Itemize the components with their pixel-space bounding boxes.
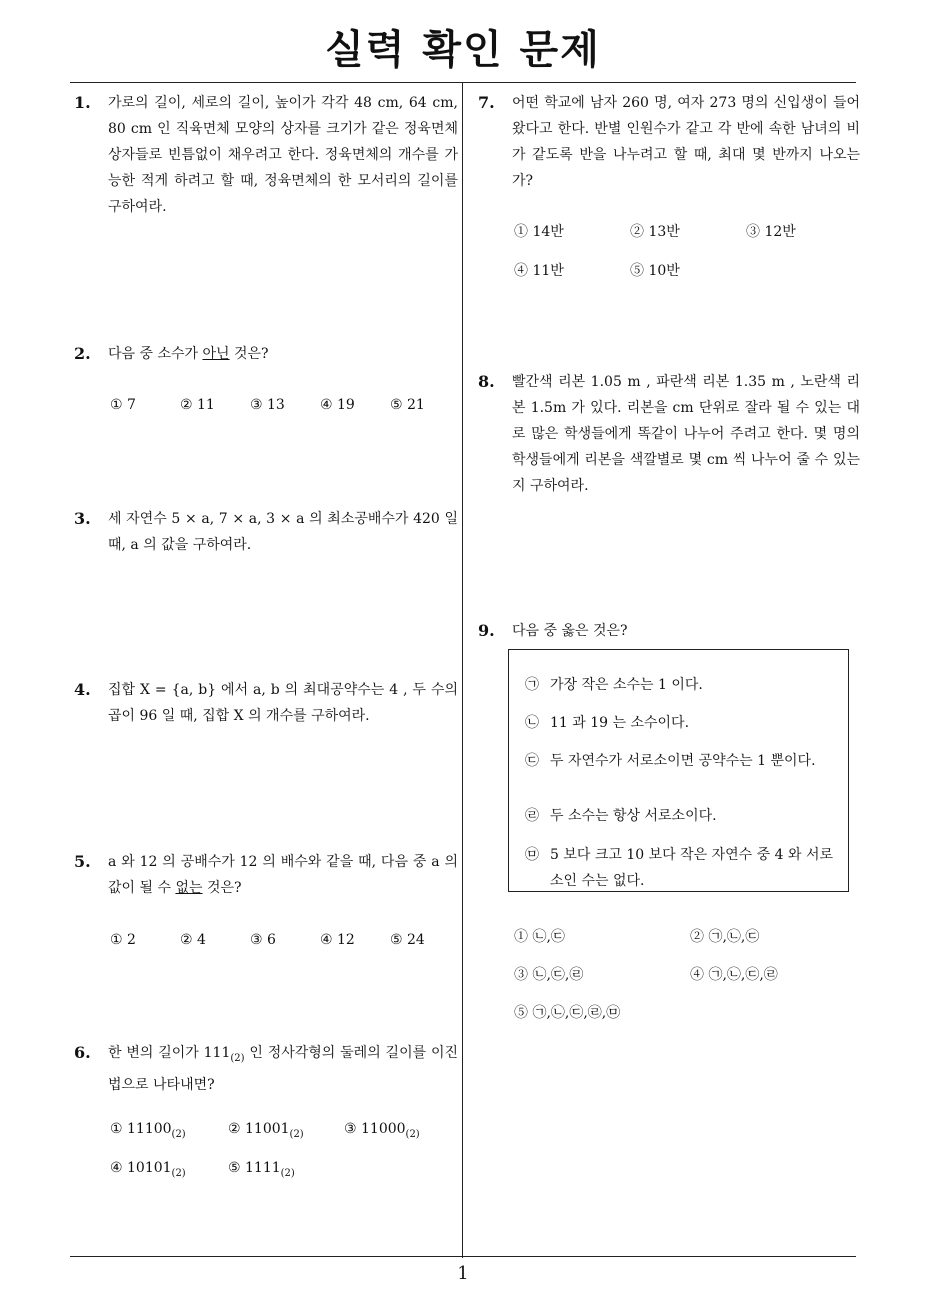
choice[interactable]: ③ 12반 [746, 224, 796, 240]
bottom-rule [70, 1256, 856, 1257]
question-3 [74, 506, 458, 558]
choice[interactable]: ① $11100_{(2)}$ [110, 1121, 186, 1140]
choice[interactable]: ④ ㉠,㉡,㉢,㉣ [690, 967, 778, 983]
question-number: 6. [74, 1043, 91, 1062]
choice[interactable]: ③ 13 [250, 397, 285, 413]
statements-box [508, 649, 849, 892]
question-7 [478, 90, 860, 194]
statement-item: ㉢ 두 자연수가 서로소이면 공약수는 1 뿐이다. [525, 753, 816, 769]
question-number: 1. [74, 93, 91, 112]
choice[interactable]: ④ 19 [320, 397, 355, 413]
question-text: 집합 X = {a, b} 에서 a, b 의 최대공약수는 4 , 두 수의 곱이 96 일 때, 집합 X 의 개수를 구하여라. [108, 682, 458, 724]
question-4 [74, 677, 458, 729]
choice[interactable]: ④ $10101_{(2)}$ [110, 1160, 186, 1179]
question-text: 다음 중 소수가 아닌 것은? [108, 346, 269, 362]
question-number: 3. [74, 509, 91, 528]
column-divider [462, 82, 463, 1258]
choice[interactable]: ② 13반 [630, 224, 680, 240]
question-6 [74, 1040, 458, 1098]
question-1 [74, 90, 458, 220]
question-number: 9. [478, 621, 495, 640]
choice[interactable]: ⑤ $1111_{(2)}$ [228, 1160, 295, 1179]
question-text: a 와 12 의 공배수가 12 의 배수와 같을 때, 다음 중 a 의 값이 될 수 없는 것은? [108, 854, 458, 896]
choice[interactable]: ② 11 [180, 397, 215, 413]
statement-item: ㉠ 가장 작은 소수는 1 이다. [525, 677, 703, 693]
statement-item: ㉣ 두 소수는 항상 서로소이다. [525, 808, 717, 824]
choice[interactable]: ① 14반 [514, 224, 564, 240]
question-text: 빨간색 리본 1.05 m , 파란색 리본 1.35 m , 노란색 리본 1.5m 가 있다. 리본을 cm 단위로 잘라 될 수 있는 대로 많은 학생들에게 똑같이 나누어 주려고 한다. 몇 명의 학생들에게 리본을 색깔별로 몇 cm 씩 나누어 줄 수 있는지 구하여라. [512, 374, 860, 494]
statement-item: ㉡ 11 과 19 는 소수이다. [525, 715, 690, 731]
choice[interactable]: ① 7 [110, 397, 136, 413]
choice[interactable]: ① 2 [110, 932, 136, 948]
choice[interactable]: ⑤ 21 [390, 397, 425, 413]
statement-item: ㉤ 5 보다 크고 10 보다 작은 자연수 중 4 와 서로소인 수는 없다. [525, 847, 833, 889]
choice[interactable]: ② $11001_{(2)}$ [228, 1121, 304, 1140]
question-text: 세 자연수 5 × a, 7 × a, 3 × a 의 최소공배수가 420 일 때, a 의 값을 구하여라. [108, 511, 458, 553]
question-number: 5. [74, 852, 91, 871]
choice[interactable]: ② ㉠,㉡,㉢ [690, 929, 760, 945]
question-number: 4. [74, 680, 91, 699]
question-number: 7. [478, 93, 495, 112]
question-2 [74, 341, 458, 367]
question-text: 한 변의 길이가 $111_{(2)}$ 인 정사각형의 둘레의 길이를 이진법으로 나타내면? [108, 1045, 459, 1093]
choice[interactable]: ① ㉡,㉢ [514, 929, 565, 945]
question-number: 8. [478, 372, 495, 391]
question-5 [74, 849, 458, 901]
question-text: 다음 중 옳은 것은? [512, 623, 628, 639]
choice[interactable]: ② 4 [180, 932, 206, 948]
question-text: 가로의 길이, 세로의 길이, 높이가 각각 48 cm, 64 cm, 80 cm 인 직육면체 모양의 상자를 크기가 같은 정육면체 상자들로 빈틈없이 채우려고 한다. 정육면체의 개수를 가능한 적게 하려고 할 때, 정육면체의 한 모서리의 길이를 구하여라. [108, 95, 458, 215]
choice[interactable]: ⑤ 24 [390, 932, 425, 948]
choice[interactable]: ③ 6 [250, 932, 276, 948]
top-rule [70, 82, 856, 83]
choice[interactable]: ④ 11반 [514, 263, 564, 279]
question-8 [478, 369, 860, 499]
choice[interactable]: ⑤ 10반 [630, 263, 680, 279]
choice[interactable]: ⑤ ㉠,㉡,㉢,㉣,㉤ [514, 1005, 621, 1021]
choice[interactable]: ③ $11000_{(2)}$ [344, 1121, 420, 1140]
page-title: 실력 확인 문제 [325, 27, 601, 73]
page-number: 1 [457, 1263, 469, 1284]
question-number: 2. [74, 344, 91, 363]
question-text: 어떤 학교에 남자 260 명, 여자 273 명의 신입생이 들어왔다고 한다. 반별 인원수가 같고 각 반에 속한 남녀의 비가 같도록 반을 나누려고 할 때, 최대 몇 반까지 나오는가? [512, 95, 860, 189]
question-9 [478, 618, 860, 644]
choice[interactable]: ③ ㉡,㉢,㉣ [514, 967, 584, 983]
choice[interactable]: ④ 12 [320, 932, 355, 948]
